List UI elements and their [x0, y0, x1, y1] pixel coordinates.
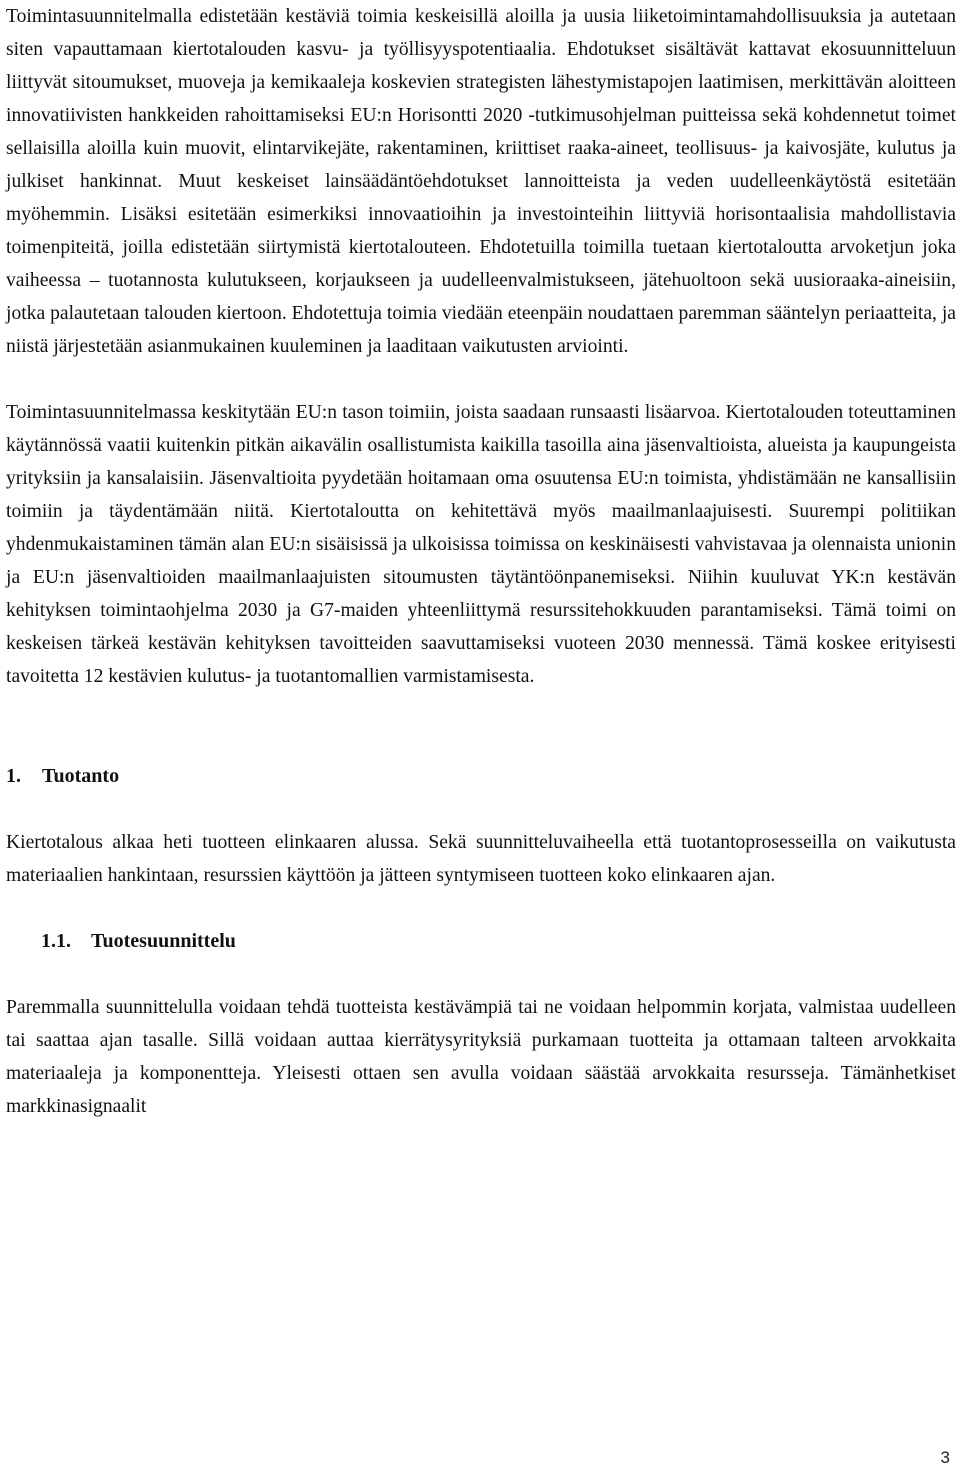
section-number: 1. [6, 765, 21, 787]
section-paragraph-tuotanto: Kiertotalous alkaa heti tuotteen elinkaaren alussa. Sekä suunnitteluvaiheella että tuotantoprosesseilla on vaikutusta materiaalien hankintaan, resurssien käyttöön ja jätteen syntymiseen tuotteen koko elinkaaren ajan. [6, 832, 956, 886]
subsection-number: 1.1. [41, 930, 71, 952]
subsection-heading-tuotesuunnittelu [6, 925, 956, 958]
document-page [6, 0, 956, 1123]
section-paragraph-tuotesuunnittelu: Paremmalla suunnittelulla voidaan tehdä tuotteista kestävämpiä tai ne voidaan helpommin korjata, valmistaa uudelleen tai saattaa ajan tasalle. Sillä voidaan auttaa kierrätysyrityksiä purkamaan tuotteita ja ottamaan talteen arvokkaita materiaaleja ja komponentteja. Yleisesti ottaen sen avulla voidaan säästää arvokkaita resursseja. Tämänhetkiset markkinasignaalit [6, 997, 956, 1117]
subsection-title: Tuotesuunnittelu [91, 930, 236, 952]
section-title: Tuotanto [42, 765, 120, 787]
body-paragraph-2: Toimintasuunnitelmassa keskitytään EU:n tason toimiin, joista saadaan runsaasti lisäarvoa. Kiertotalouden toteuttaminen käytännössä vaatii kuitenkin pitkän aikavälin osallistumista kaikilla tasoilla aina jäsenvaltioista, alueista ja kaupungeista yrityksiin ja kansalaisiin. Jäsenvaltioita pyydetään hoitamaan oma osuutensa EU:n toimista, yhdistämään ne kansallisiin toimiin ja täydentämään niitä. Kiertotaloutta on kehitettävä myös maailmanlaajuisesti. Suurempi politiikan yhdenmukaistaminen tämän alan EU:n sisäisissä ja ulkoisissa toimissa on keskinäisesti vahvistavaa ja olennaista unionin ja EU:n jäsenvaltioiden maailmanlaajuisten sitoumusten täytäntöönpanemiseksi. Niihin kuuluvat YK:n kestävän kehityksen toimintaohjelma 2030 ja G7-maiden yhteenliittymä resurssitehokkuuden parantamiseksi. Tämä toimi on keskeisen tärkeä kestävän kehityksen tavoitteiden saavuttamiseksi vuoteen 2030 mennessä. Tämä koskee erityisesti tavoitetta 12 kestävien kulutus- ja tuotantomallien varmistamisesta. [6, 402, 956, 687]
section-heading-tuotanto [6, 760, 956, 793]
body-paragraph-1: Toimintasuunnitelmalla edistetään kestäviä toimia keskeisillä aloilla ja uusia liiketoimintamahdollisuuksia ja autetaan siten vapauttamaan kiertotalouden kasvu- ja työllisyyspotentiaalia. Ehdotukset sisältävät kattavat ekosuunnitteluun liittyvät sitoumukset, muoveja ja kemikaaleja koskevien strategisten lähestymistapojen laatimisen, merkittävän aloitteen innovatiivisten hankkeiden rahoittamiseksi EU:n Horisontti 2020 -tutkimusohjelman puitteissa sekä kohdennetut toimet sellaisilla aloilla kuin muovit, elintarvikejäte, rakentaminen, kriittiset raaka-aineet, teollisuus- ja kaivosjäte, kulutus ja julkiset hankinnat. Muut keskeiset lainsäädäntöehdotukset lannoitteista ja veden uudelleenkäytöstä esitetään myöhemmin. Lisäksi esitetään esimerkiksi innovaatioihin ja investointeihin liittyviä horisontaalisia mahdollistavia toimenpiteitä, joilla edistetään siirtymistä kiertotalouteen. Ehdotetuilla toimilla tuetaan kiertotaloutta arvoketjun joka vaiheessa – tuotannosta kulutukseen, korjaukseen ja uudelleenvalmistukseen, jätehuoltoon sekä uusioraaka-aineisiin, jotka palautetaan talouden kiertoon. Ehdotettuja toimia viedään eteenpäin noudattaen paremman sääntelyn periaatteita, ja niistä järjestetään asianmukainen kuuleminen ja laaditaan vaikutusten arviointi. [6, 6, 956, 357]
page-number: 3 [940, 1448, 950, 1467]
